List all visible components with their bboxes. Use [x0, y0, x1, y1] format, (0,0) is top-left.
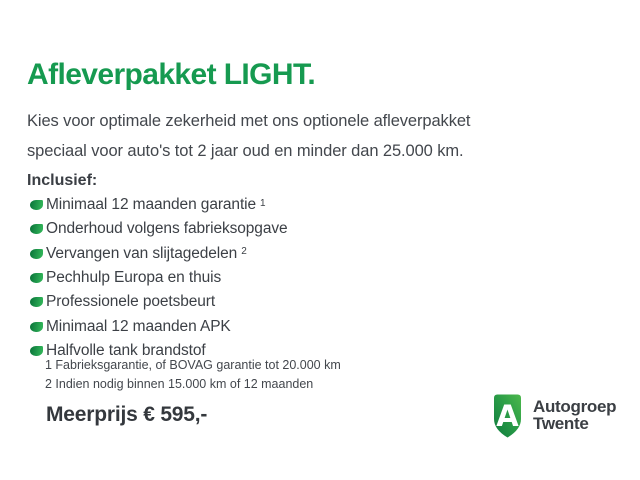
leaf-bullet-icon — [30, 322, 43, 332]
list-item — [30, 290, 288, 314]
intro-line-2: speciaal voor auto's tot 2 jaar oud en minder dan 25.000 km. — [27, 142, 464, 160]
footnote-2: 2 Indien nodig binnen 15.000 km of 12 maanden — [45, 376, 314, 391]
footnote-1: 1 Fabrieksgarantie, of BOVAG garantie tot 20.000 km — [45, 358, 341, 372]
benefit-label: Halfvolle tank brandstof — [46, 341, 206, 359]
brand-name-line1: Autogroep — [533, 397, 617, 416]
footnote-ref: 2 — [241, 246, 247, 258]
list-item — [30, 266, 288, 290]
benefit-label: Pechhulp Europa en thuis — [46, 269, 222, 287]
list-item — [30, 242, 288, 266]
leaf-bullet-icon — [30, 200, 43, 210]
footnote-ref: 1 — [260, 197, 266, 209]
leaf-bullet-icon — [30, 224, 43, 234]
benefits-list — [30, 193, 288, 363]
list-item — [30, 314, 288, 338]
brand-name — [533, 392, 616, 432]
leaf-bullet-icon — [30, 273, 43, 283]
price-label: Meerprijs € 595,- — [46, 403, 208, 426]
brand-name-line2: Twente — [533, 413, 589, 433]
benefit-label: Vervangen van slijtagedelen — [46, 244, 238, 262]
page-title: Afleverpakket LIGHT. — [27, 58, 316, 91]
benefit-label: Professionele poetsbeurt — [46, 293, 216, 311]
benefit-label: Minimaal 12 maanden APK — [46, 317, 231, 335]
leaf-bullet-icon — [30, 297, 43, 307]
includes-label: Inclusief: — [27, 172, 98, 189]
intro-line-1: Kies voor optimale zekerheid met ons optionele afleverpakket — [27, 112, 471, 130]
brand-logo — [490, 392, 616, 440]
footnotes — [45, 356, 341, 393]
benefit-label: Onderhoud volgens fabrieksopgave — [46, 220, 288, 238]
intro-paragraph — [27, 106, 470, 166]
benefit-label: Minimaal 12 maanden garantie — [46, 196, 257, 214]
list-item — [30, 193, 288, 217]
shield-logo-icon — [490, 392, 525, 440]
leaf-bullet-icon — [30, 346, 43, 356]
shield-letter: A — [496, 399, 519, 433]
list-item — [30, 217, 288, 241]
leaf-bullet-icon — [30, 249, 43, 259]
